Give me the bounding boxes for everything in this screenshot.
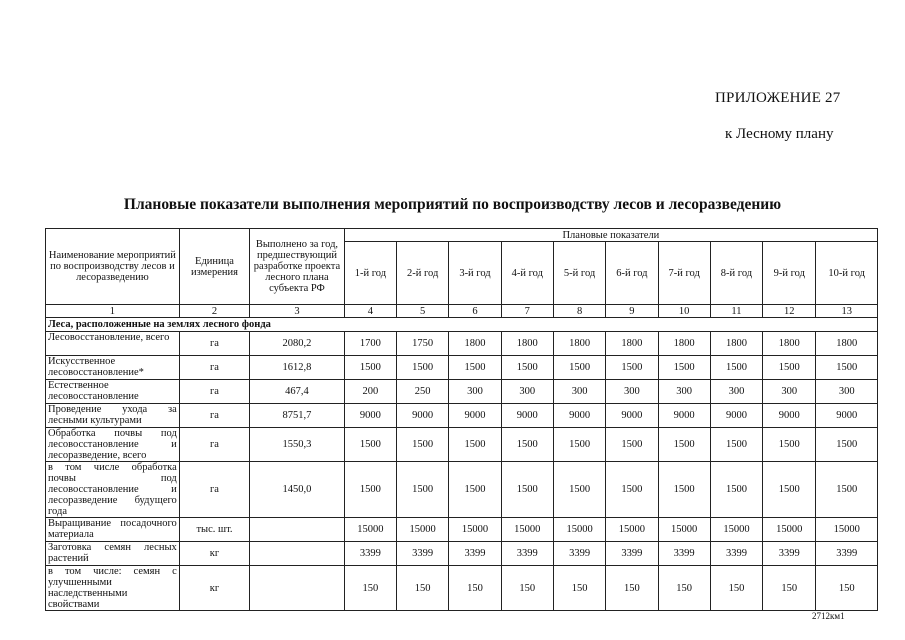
row-done-value [250,518,345,542]
row-plan-value: 15000 [553,518,605,542]
row-plan-value: 1500 [501,428,553,462]
row-plan-value: 150 [501,566,553,611]
row-plan-value: 3399 [710,542,762,566]
row-plan-value: 1800 [553,332,605,356]
row-plan-value: 1500 [658,462,710,518]
row-done-value: 1550,3 [250,428,345,462]
appendix-subtitle: к Лесному плану [725,126,834,142]
column-number: 3 [250,305,345,318]
row-name: Выращивание посадочного материала [46,518,180,542]
row-plan-value: 3399 [344,542,396,566]
table-row [46,356,878,380]
row-plan-value: 1500 [658,428,710,462]
row-plan-value: 9000 [553,404,605,428]
row-name: в том числе: семян с улучшенными наследственными свойствами [46,566,180,611]
row-plan-value: 1500 [344,428,396,462]
row-plan-value: 1500 [553,462,605,518]
row-plan-value: 300 [816,380,878,404]
row-name: Искусственное лесовосстановление* [46,356,180,380]
row-unit: кг [179,566,249,611]
appendix-number: ПРИЛОЖЕНИЕ 27 [715,90,841,106]
row-plan-value: 15000 [816,518,878,542]
row-plan-value: 15000 [397,518,449,542]
row-plan-value: 15000 [606,518,658,542]
row-name: Лесовосстановление, всего [46,332,180,356]
row-plan-value: 3399 [553,542,605,566]
row-unit: кг [179,542,249,566]
column-number: 9 [606,305,658,318]
column-header-year: 2-й год [397,242,449,305]
row-unit: га [179,380,249,404]
row-plan-value: 1500 [816,462,878,518]
column-number: 7 [501,305,553,318]
row-plan-value: 3399 [501,542,553,566]
row-unit: га [179,462,249,518]
column-number: 6 [449,305,501,318]
row-unit: га [179,332,249,356]
row-plan-value: 1800 [501,332,553,356]
row-plan-value: 1500 [763,462,816,518]
row-plan-value: 15000 [344,518,396,542]
row-plan-value: 9000 [397,404,449,428]
row-plan-value: 1500 [816,428,878,462]
column-number: 10 [658,305,710,318]
row-plan-value: 1750 [397,332,449,356]
row-name: Обработка почвы под лесовосстановление и лесоразведение, всего [46,428,180,462]
row-plan-value: 300 [606,380,658,404]
row-plan-value: 150 [606,566,658,611]
row-plan-value: 250 [397,380,449,404]
row-plan-value: 9000 [658,404,710,428]
row-plan-value: 1500 [606,462,658,518]
column-header-year: 5-й год [553,242,605,305]
table-row [46,518,878,542]
row-plan-value: 3399 [816,542,878,566]
row-plan-value: 300 [553,380,605,404]
row-plan-value: 15000 [710,518,762,542]
row-done-value [250,566,345,611]
row-plan-value: 1500 [344,356,396,380]
table-row [46,380,878,404]
table-row [46,542,878,566]
row-plan-value: 150 [397,566,449,611]
row-name: Проведение ухода за лесными культурами [46,404,180,428]
row-plan-value: 1700 [344,332,396,356]
row-plan-value: 3399 [763,542,816,566]
column-header-done: Выполнено за год, предшествующий разработке проекта лесного плана субъекта РФ [250,229,345,305]
row-unit: тыс. шт. [179,518,249,542]
row-unit: га [179,356,249,380]
row-plan-value: 1500 [816,356,878,380]
row-plan-value: 3399 [606,542,658,566]
row-plan-value: 1500 [449,428,501,462]
row-plan-value: 150 [816,566,878,611]
table-row [46,566,878,611]
column-number: 8 [553,305,605,318]
plan-indicators-table [45,228,878,611]
row-plan-value: 300 [449,380,501,404]
row-plan-value: 9000 [763,404,816,428]
row-plan-value: 15000 [763,518,816,542]
row-plan-value: 1500 [344,462,396,518]
row-plan-value: 300 [763,380,816,404]
row-unit: га [179,428,249,462]
column-header-year: 9-й год [763,242,816,305]
column-header-year: 4-й год [501,242,553,305]
row-plan-value: 150 [344,566,396,611]
column-number: 2 [179,305,249,318]
row-plan-value: 3399 [397,542,449,566]
row-plan-value: 1800 [816,332,878,356]
row-plan-value: 15000 [449,518,501,542]
row-plan-value: 9000 [816,404,878,428]
row-plan-value: 1500 [763,356,816,380]
row-name: Заготовка семян лесных растений [46,542,180,566]
row-plan-value: 9000 [710,404,762,428]
row-plan-value: 300 [501,380,553,404]
row-plan-value: 1800 [449,332,501,356]
table-row [46,462,878,518]
row-plan-value: 1500 [606,356,658,380]
table-row [46,404,878,428]
row-plan-value: 1500 [606,428,658,462]
row-plan-value: 300 [658,380,710,404]
column-number: 12 [763,305,816,318]
column-header-year: 7-й год [658,242,710,305]
column-number: 11 [710,305,762,318]
row-plan-value: 1500 [710,356,762,380]
row-done-value: 1450,0 [250,462,345,518]
column-header-year: 10-й год [816,242,878,305]
row-name: Естественное лесовосстановление [46,380,180,404]
column-header-year: 3-й год [449,242,501,305]
row-plan-value: 1500 [553,428,605,462]
row-plan-value: 1500 [710,428,762,462]
row-plan-value: 1500 [553,356,605,380]
row-plan-value: 3399 [658,542,710,566]
page-code: 2712км1 [812,611,845,621]
column-header-year: 6-й год [606,242,658,305]
column-number: 5 [397,305,449,318]
row-plan-value: 15000 [501,518,553,542]
row-plan-value: 1500 [449,462,501,518]
column-header-unit: Единица измерения [179,229,249,305]
row-plan-value: 9000 [449,404,501,428]
row-plan-value: 3399 [449,542,501,566]
row-done-value: 1612,8 [250,356,345,380]
row-plan-value: 1500 [710,462,762,518]
row-plan-value: 1800 [763,332,816,356]
row-plan-value: 150 [710,566,762,611]
column-number: 13 [816,305,878,318]
row-plan-value: 1500 [501,462,553,518]
column-number: 4 [344,305,396,318]
row-plan-value: 200 [344,380,396,404]
table-row [46,332,878,356]
row-name: в том числе обработка почвы под лесовосстановление и лесоразведение будущего года [46,462,180,518]
row-plan-value: 1500 [449,356,501,380]
column-header-year: 8-й год [710,242,762,305]
row-plan-value: 1500 [397,356,449,380]
row-plan-value: 1800 [710,332,762,356]
row-plan-value: 1500 [763,428,816,462]
section-row [46,318,878,332]
column-header-plan: Плановые показатели [344,229,877,242]
row-plan-value: 15000 [658,518,710,542]
row-plan-value: 1800 [606,332,658,356]
column-number: 1 [46,305,180,318]
row-plan-value: 9000 [606,404,658,428]
row-done-value [250,542,345,566]
row-plan-value: 1500 [501,356,553,380]
row-plan-value: 150 [658,566,710,611]
column-header-name: Наименование мероприятий по воспроизводству лесов и лесоразведению [46,229,180,305]
row-unit: га [179,404,249,428]
row-plan-value: 1800 [658,332,710,356]
row-plan-value: 1500 [658,356,710,380]
row-done-value: 8751,7 [250,404,345,428]
row-plan-value: 150 [763,566,816,611]
row-plan-value: 150 [449,566,501,611]
section-title: Леса, расположенные на землях лесного фонда [46,318,878,332]
row-done-value: 467,4 [250,380,345,404]
table-row [46,428,878,462]
column-header-year: 1-й год [344,242,396,305]
row-plan-value: 9000 [344,404,396,428]
row-plan-value: 1500 [397,428,449,462]
header-row [46,229,878,242]
row-plan-value: 300 [710,380,762,404]
row-plan-value: 1500 [397,462,449,518]
row-plan-value: 9000 [501,404,553,428]
column-number-row [46,305,878,318]
row-done-value: 2080,2 [250,332,345,356]
row-plan-value: 150 [553,566,605,611]
document-title: Плановые показатели выполнения мероприятий по воспроизводству лесов и лесоразведению [123,196,782,213]
